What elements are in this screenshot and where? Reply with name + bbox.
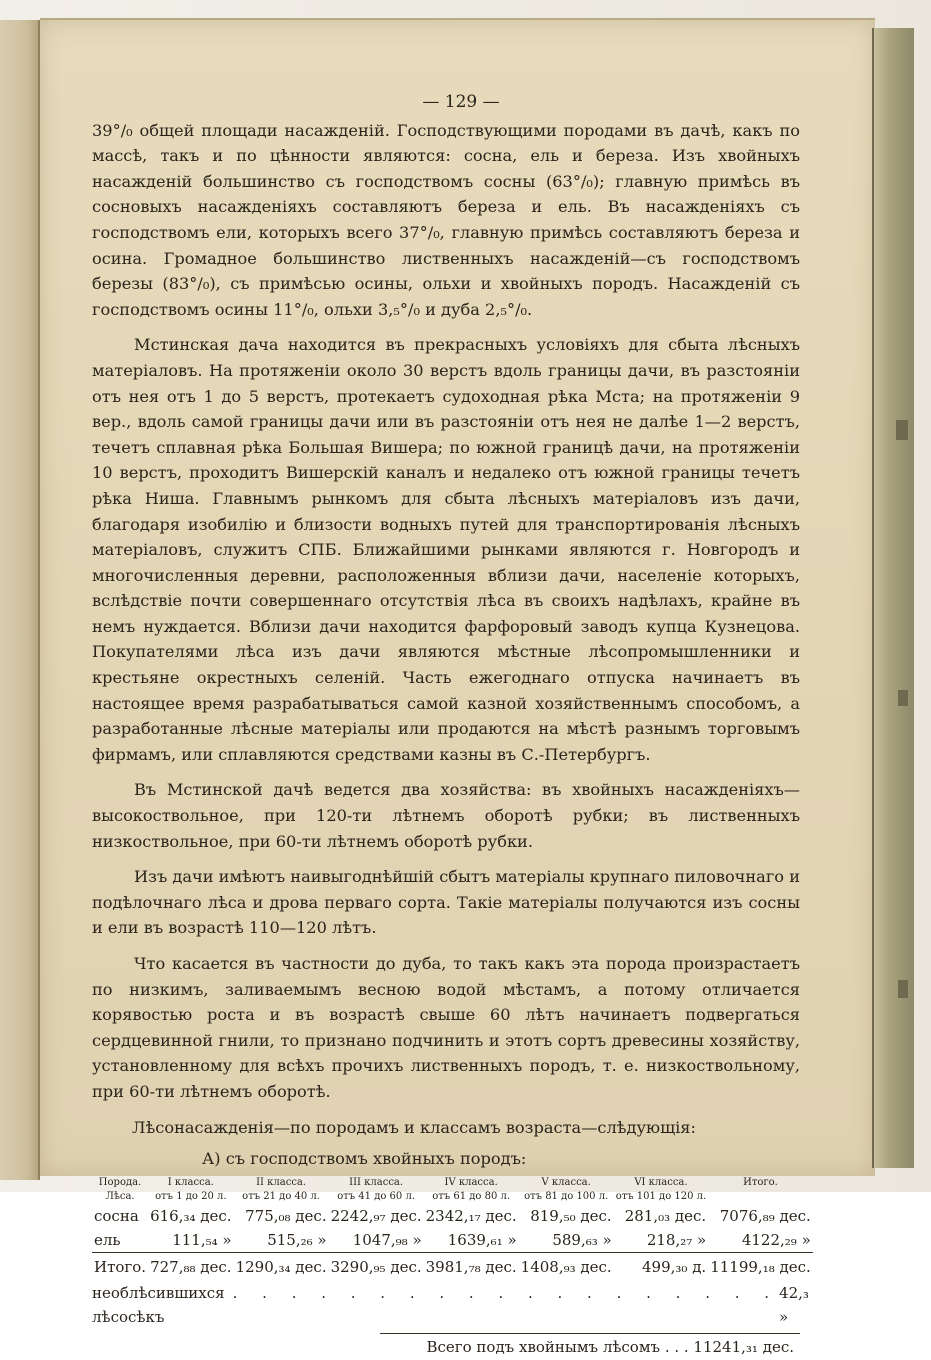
table-row bbox=[92, 1228, 813, 1253]
table-cell: 4122,₂₉ » bbox=[741, 1230, 811, 1249]
unforested-value: 42,₃ » bbox=[779, 1283, 809, 1326]
table-cell: 727,₈₈ дес. bbox=[148, 1252, 233, 1281]
table-caption: Лѣсонасажденія—по породамъ и классамъ возраста—слѣдующія: bbox=[132, 1117, 696, 1137]
page-number: — 129 — bbox=[422, 92, 500, 112]
table-cell: 819,₅₀ дес. bbox=[530, 1206, 612, 1225]
cover-notch bbox=[898, 690, 908, 706]
table-cell: Итого. bbox=[92, 1252, 148, 1281]
table-cell: 1408,₉₃ дес. bbox=[519, 1252, 614, 1281]
table-row bbox=[92, 1204, 813, 1228]
header-cell: Итого. bbox=[743, 1176, 778, 1188]
table-cell: 11199,₁₈ дес. bbox=[708, 1252, 813, 1281]
table-header-row bbox=[92, 1190, 813, 1204]
paragraph: Изъ дачи имѣютъ наивыгоднѣйшій сбытъ матеріалы крупнаго пиловочнаго и подѣлочнаго лѣса и дрова перваго сорта. Такіе матеріалы получаются изъ сосны и ели въ возрастѣ 110—120 лѣтъ. bbox=[92, 867, 800, 938]
grand-total-line: Всего подъ хвойнымъ лѣсомъ . . . 11241,₃₁ дес. bbox=[426, 1337, 794, 1356]
unforested-label: необлѣсившихся лѣсосѣкъ bbox=[92, 1283, 225, 1326]
paragraph: Что касается въ частности до дуба, то такъ какъ эта порода произрастаетъ по низкимъ, заливаемымъ весною водой мѣстамъ, а потому отличается корявостью роста и въ возрастѣ свыше 60 лѣтъ начинаетъ подвергаться сердцевинной гнили, то признано подчинить и этотъ сортъ древесины хозяйству, установленному для всѣхъ прочихъ лиственныхъ породъ, т. е. низкоствольному, при 60-ти лѣтнемъ оборотѣ. bbox=[92, 954, 800, 1101]
header-cell: Лѣса. bbox=[105, 1190, 135, 1202]
table-cell: 616,₃₄ дес. bbox=[150, 1206, 232, 1225]
table-cell: 499,₃₀ д. bbox=[614, 1252, 709, 1281]
table-cell: 218,₂₇ » bbox=[646, 1230, 707, 1249]
table-cell: 3981,₇₈ дес. bbox=[424, 1252, 519, 1281]
table-total-row bbox=[92, 1252, 813, 1281]
page-content bbox=[92, 90, 811, 1360]
table-header-row bbox=[92, 1176, 813, 1190]
header-cell: II класса. bbox=[256, 1176, 307, 1188]
table-cell: 3290,₉₅ дес. bbox=[329, 1252, 424, 1281]
table-cell: 2242,₉₇ дес. bbox=[330, 1206, 422, 1225]
header-cell: отъ 1 до 20 л. bbox=[155, 1190, 227, 1202]
table-cell: 1639,₆₁ » bbox=[447, 1230, 517, 1249]
header-cell: V класса. bbox=[541, 1176, 591, 1188]
paragraph: Мстинская дача находится въ прекрасныхъ условіяхъ для сбыта лѣсныхъ матеріаловъ. На протяженіи около 30 верстъ вдоль границы дачи, въ разстояніи отъ нея отъ 1 до 5 верстъ, протекаетъ судоходная рѣка Мста; на протяженіи 9 вер., вдоль самой границы дачи или въ разстояніи отъ нея не далѣе 1—2 верстъ, течетъ сплавная рѣка Большая Вишера; по южной границѣ дачи, на протяженіи 10 верстъ, проходитъ Вишерскій каналъ и недалеко отъ южной границы течетъ рѣка Ниша. Главнымъ рынкомъ для сбыта лѣсныхъ матеріаловъ изъ дачи, благодаря изобилію и близости водныхъ путей для транспортированія лѣсныхъ матеріаловъ, служитъ СПБ. Ближайшими рынками являются г. Новгородъ и многочисленныя деревни, расположенныя вблизи дачи, населеніе которыхъ, вслѣдствіе почти совершеннаго отсутствія лѣса въ своихъ надѣлахъ, крайне въ немъ нуждается. Вблизи дачи находится фарфоровый заводъ купца Кузнецова. Покупателями лѣса изъ дачи являются мѣстные лѣсопромышленники и крестьяне окрестныхъ селеній. Часть ежегоднаго отпуска начинаетъ въ настоящее время разрабатываться самой казной хозяйственнымъ способомъ, а разработанные лѣсные матеріалы или продаются на мѣстѣ разнымъ торговымъ фирмамъ, или сплавляются средствами казны въ С.-Петербургъ. bbox=[92, 335, 800, 764]
table-cell: 281,₀₃ дес. bbox=[624, 1206, 707, 1225]
header-cell: IV класса. bbox=[444, 1176, 498, 1188]
table-cell: 2342,₁₇ дес. bbox=[425, 1206, 517, 1225]
table-cell: ель bbox=[94, 1230, 121, 1249]
table-cell: 1290,₃₄ дес. bbox=[234, 1252, 329, 1281]
header-cell: Порода. bbox=[98, 1176, 142, 1188]
table-cell: 515,₂₆ » bbox=[267, 1230, 327, 1249]
paragraph: Въ Мстинской дачѣ ведется два хозяйства: въ хвойныхъ насажденіяхъ—высокоствольное, при 120-ти лѣтнемъ оборотѣ рубки; въ лиственныхъ низкоствольное, при 60-ти лѣтнемъ оборотѣ рубки. bbox=[92, 780, 800, 851]
dot-leader: . . . . . . . . . . . . . . . . . . . bbox=[232, 1283, 780, 1302]
table-cell: 111,₅₄ » bbox=[172, 1230, 232, 1249]
table-cell: сосна bbox=[94, 1206, 139, 1225]
header-cell: I класса. bbox=[167, 1176, 214, 1188]
header-cell: отъ 41 до 60 л. bbox=[337, 1190, 415, 1202]
table-cell: 7076,₈₉ дес. bbox=[719, 1206, 811, 1225]
header-cell: отъ 81 до 100 л. bbox=[524, 1190, 609, 1202]
left-page-edge bbox=[0, 20, 40, 1180]
header-cell: III класса. bbox=[349, 1176, 404, 1188]
table-cell: 1047,₉₈ » bbox=[352, 1230, 422, 1249]
table-cell: 775,₀₈ дес. bbox=[245, 1206, 327, 1225]
header-cell: VI класса. bbox=[634, 1176, 688, 1188]
unforested-line bbox=[92, 1281, 809, 1329]
table-subcaption: А) съ господствомъ хвойныхъ породъ: bbox=[202, 1149, 527, 1169]
cover-notch bbox=[896, 420, 908, 440]
header-cell bbox=[708, 1190, 813, 1204]
table-cell: 589,₆₃ » bbox=[552, 1230, 612, 1249]
paragraph: 39°/₀ общей площади насажденій. Господствующими породами въ дачѣ, какъ по массѣ, такъ и по цѣнности являются: сосна, ель и береза. Изъ хвойныхъ насажденій большинство съ господствомъ сосны (63°/₀); главную примѣсь въ сосновыхъ насажденіяхъ составляютъ береза и ель. Въ насажденіяхъ съ господствомъ ели, которыхъ всего 37°/₀, главную примѣсь составляютъ береза и осина. Громадное большинство лиственныхъ насажденій—съ господствомъ березы (83°/₀), съ примѣсью осины, ольхи и хвойныхъ породъ. Насажденій съ господствомъ осины 11°/₀, ольхи 3,₅°/₀ и дуба 2,₅°/₀. bbox=[92, 120, 800, 319]
header-cell: отъ 101 до 120 л. bbox=[615, 1190, 707, 1202]
forest-classes-table bbox=[92, 1176, 813, 1281]
header-cell: отъ 61 до 80 л. bbox=[432, 1190, 511, 1202]
header-cell: отъ 21 до 40 л. bbox=[242, 1190, 320, 1202]
cover-notch bbox=[898, 980, 908, 998]
